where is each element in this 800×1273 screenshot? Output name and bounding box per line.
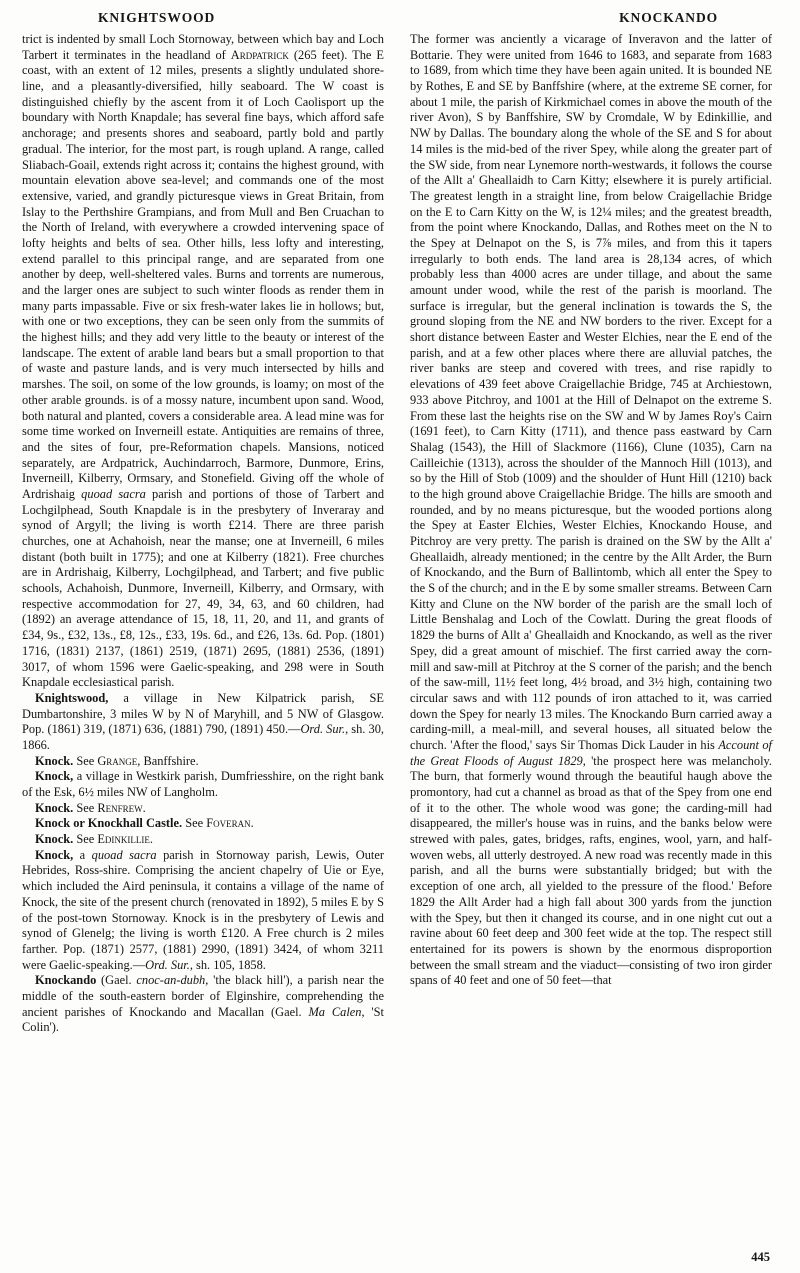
entry-knock-grange: Knock. See Grange, Banffshire. bbox=[35, 753, 199, 768]
small-caps-ref: Ardpatrick bbox=[230, 47, 289, 62]
italic-text: quoad sacra bbox=[91, 847, 157, 862]
italic-text: Ord. Sur. bbox=[300, 722, 346, 737]
entry-headword: Knockando bbox=[35, 973, 97, 988]
entry-headword: Knock, bbox=[35, 847, 74, 862]
entry-knockhall-castle: Knock or Knockhall Castle. See Foveran. bbox=[35, 816, 254, 831]
entry-knock-westkirk: Knock, a village in Westkirk parish, Dumfriesshire, on the right bank of the Esk, 6½ miles NW of Langholm. bbox=[22, 769, 384, 799]
entry-headword: Knock. bbox=[35, 753, 74, 768]
entry-headword: Knock, bbox=[35, 769, 74, 784]
entry-knock-stornoway: Knock, a quoad sacra parish in Stornoway parish, Lewis, Outer Hebrides, Ross-shire. Comprising the ancient chapelry of Uie or Eye, which included the Aird peninsula, it contains a village of the name of Knock, the site of the present church (renovated in 1892), 5 miles E by S of the post-town Stornoway. Knock is in the presbytery of Lewis and synod of Glenelg; the living is worth £120. A Free church is 2 miles farther. Pop. (1871) 2577, (1881) 2990, (1891) 3424, of whom 3211 were Gaelic-speaking.—Ord. Sur., sh. 105, 1858. bbox=[22, 847, 385, 972]
entry-knock-edinkillie: Knock. See Edinkillie. bbox=[35, 832, 153, 847]
left-column bbox=[22, 32, 384, 1217]
italic-text: Ma Calen bbox=[308, 1004, 362, 1019]
italic-text: cnoc-an-dubh bbox=[136, 973, 206, 988]
italic-text: Ord. Sur. bbox=[145, 957, 190, 972]
entry-knightswood: Knightswood, a village in New Kilpatrick parish, SE Dumbartonshire, 3 miles W by N of Maryhill, and 5 NW of Glasgow. Pop. (1861) 319, (1871) 636, (1881) 790, (1891) 450.—Ord. Sur., sh. 30, 1866. bbox=[22, 690, 384, 752]
running-head-right: KNOCKANDO bbox=[619, 10, 718, 25]
knockando-body: The former was anciently a vicarage of Inveravon and the latter of Bottarie. They were united from 1646 to 1683, and separate from 1683 to 1689, from which time they have been again united. It is bounded NE by Rothes, E and SE by Banffshire (where, at the extreme SE corner, for about 1 mile, the parish of Kirkmichael comes in above the mouth of the river Avon), S by Banffshire, SW by Cromdale, W by Edinkillie, and NW by Dallas. The boundary along the whole of the SE and S for about 14 miles is the mid-bed of the river Spey, while along the greater part of the SW side, from near Lynemore north-westwards, it follows the course of the Allt a' Gheallaidh to Carn Kitty; elsewhere it is purely artificial. The greatest length in a straight line, from below Craigellachie Bridge on the E to Carn Kitty on the W, is 12¼ miles; and the greatest breadth, from the point where Knockando, Dallas, and Rothes meet on the N to the Spey at Delnapot on the S, is 7⅞ miles, and from this it tapers irregularly to both ends. The land area is 28,134 acres, of which probably less than 4000 acres are under tillage, and about the same amount under wood, while the rest of the parish is moorland. The surface is irregular, but the general inclination is towards the S, the ground sloping from the NE and NW borders to the river. Except for a short distance between Easter and Wester Elchies, near the E end of the parish, and at a few other places where there are alluvial patches, the river banks are steep and covered with trees, and rise rapidly to elevations of 439 feet above Craigellachie Bridge, 745 at Archiestown, 933 above Pitchroy, and 1001 at the Hill of Delnapot on the extreme S. From these last the heights rise on the SW and W by James Roy's Cairn (1691 feet), to Carn Kitty (1711), and thence pass eastward by Carn Shalag (1543), the Hill of Slackmore (1166), Clune (1035), Carn na Cailleichie (1313), across the shoulder of the Mannoch Hill (1013), and so by the Hill of Stob (1009) and the shoulder of Hunt Hill (1210) back to the high ground above Craigellachie Bridge. The hills are smooth and rounded, and by no means picturesque, but the wooded portions along the Spey at Easter Elchies, Wester Elchies, Knockando House, and Pitchroy are very pretty. The parish is drained on the SW by the Allt a' Gheallaidh, already mentioned; in the centre by the Allt Arder, the Burn of Knockando, and the Burn of Ballintomb, which all enter the Spey to the S of the church; and in the E by some smaller streams. Between Carn Kitty and Clune on the NW border of the parish are the small loch of Little Benshalag and Loch of the Cowlatt. During the great floods of 1829 the burns of Allt a' Gheallaidh and Knockando, as well as the river Spey, did a great amount of mischief. The first carried away the corn-mill and saw-mill at Pitchroy at the S corner of the parish; and the bench of the saw-mill, 11½ feet long, 4½ broad, and 3½ high, containing two circular saws and with 112 pounds of iron attached to it, was carried down the Spey for nearly 13 miles. The Knockando Burn carried away a carding-mill, a meal-mill, and several houses, all situated below the church. 'After the flood,' says Sir Thomas Dick Lauder in his Account of the Great Floods of August 1829, 'the prospect here was melancholy. The burn, that formerly wound through the beautiful haugh above the promontory, had cut a channel as broad as that of the Spey from one end of it to the other. The whole wood was gone; the carding-mill had disappeared, the miller's house was in ruins, and the banks below were strewed with pales, gates, bridges, rafts, engines, wool, yarn, and half-woven webs, all utterly destroyed. A new road was recently made in this parish, and all the burns were substantially bridged; but with the exception of one arch, all yielded to the pressure of the flood.' Before 1829 the Allt Arder had a high fall about 300 yards from the junction with the Spey, but then it changed its course, and in one night cut out a ravine about 60 feet deep and 300 feet wide at the top. The respect still entertained for its powers is shown by the enormous disproportion between the small stream and the viaduct—consisting of two iron girder spans of 40 feet and one of 50 feet—that bbox=[410, 32, 772, 988]
small-caps-ref: Grange bbox=[97, 753, 138, 768]
entry-knockando: Knockando (Gael. cnoc-an-dubh, 'the black hill'), a parish near the middle of the south-eastern border of Elginshire, comprehending the ancient parishes of Knockando and Macallan (Gael. Ma Calen, 'St Colin'). bbox=[22, 973, 385, 1035]
right-column bbox=[410, 32, 772, 1217]
text-columns bbox=[22, 32, 778, 1217]
page-number: 445 bbox=[751, 1250, 770, 1264]
small-caps-ref: Edinkillie bbox=[97, 832, 150, 847]
entry-headword: Knightswood, bbox=[35, 690, 109, 705]
entry-headword: Knock. bbox=[35, 832, 74, 847]
italic-text: Account of the Great Floods of August 1829 bbox=[410, 737, 772, 768]
entry-knock-renfrew: Knock. See Renfrew. bbox=[35, 800, 146, 815]
italic-text: quoad sacra bbox=[81, 486, 146, 501]
small-caps-ref: Renfrew bbox=[97, 800, 143, 815]
running-head bbox=[22, 10, 778, 28]
entry-headword: Knock or Knockhall Castle. bbox=[35, 816, 183, 831]
small-caps-ref: Foveran bbox=[206, 816, 251, 831]
running-head-left: KNIGHTSWOOD bbox=[98, 10, 216, 25]
knightswood-continued-body: trict is indented by small Loch Stornoway, between which bay and Loch Tarbert it terminates in the headland of Ardpatrick (265 feet). The E coast, with an extent of 12 miles, presents a slightly undulated shore-line, and a pleasantly-diversified, hilly seaboard. The W coast is distinguished chiefly by the ascent from it of Loch Caolisport up the boundary with North Knapdale; has several fine bays, which afford safe anchorage; and presents shores and seaboard, partly bold and partly gradual. The interior, for the most part, is rough upland. A range, called Sliabach-Goail, extends right across it; contains the highest ground, with mountain elevation above sea-level; and commands one of the most extensive, varied, and grandly picturesque views in Great Britain, from Islay to the Perthshire Grampians, and from Mull and Ben Cruachan to the North of Ireland, with everywhere a crowded intervening space of lofty heights and belts of sea. Other hills, less lofty and interesting, extend parallel to this principal range, and are separated from one another by deep, well-sheltered vales. Burns and torrents are numerous, and the larger ones are subject to such winter floods as render them in many parts impassable. Five or six fresh-water lakes lie in hollows; but, with one or two exceptions, they can be seen only from the summits of the highest hills; and they add very little to the beauty or interest of the landscape. The extent of arable land bears but a small proportion to that of waste and pasture lands, and is very much intersected by hills and marshes. The soil, on some of the low grounds, is loamy; on most of the other arable grounds. is of a mossy nature, incumbent upon sand. Wood, both natural and planted, covers a considerable area. A lead mine was for some time worked on Inverneill estate. Antiquities are remains of three, and the sites of four, pre-Reformation chapels. Mansions, noticed separately, are Ardpatrick, Auchindarroch, Barmore, Dunmore, Erins, Inverneill, Kilberry, Ormsary, and Stonefield. Giving off the whole of Ardrishaig quoad sacra parish and portions of those of Tarbert and Lochgilphead, South Knapdale is in the presbytery of Inveraray and synod of Argyll; the living is worth £214. There are three parish churches, one at Achahoish, near the manse; one at Inverneill, 6 miles distant (both built in 1775); and one at Kilberry (1821). Free churches are in Ardrishaig, Kilberry, Lochgilphead, and Tarbert; and five public schools, Achahoish, Dunmore, Inverneill, Kilberry, and Ormsary, with respective accommodation for 27, 49, 34, 63, and 60 children, had (1892) an average attendance of 15, 18, 11, 20, and 11, and grants of £34, 9s., £32, 13s., £8, 12s., £33, 19s. 6d., and £26, 13s. 6d. Pop. (1801) 1716, (1831) 2137, (1861) 2519, (1871) 2695, (1881) 2536, (1891) 3017, of whom 1596 were Gaelic-speaking, and 298 were in South Knapdale ecclesiastical parish. bbox=[22, 32, 385, 690]
entry-headword: Knock. bbox=[35, 800, 74, 815]
